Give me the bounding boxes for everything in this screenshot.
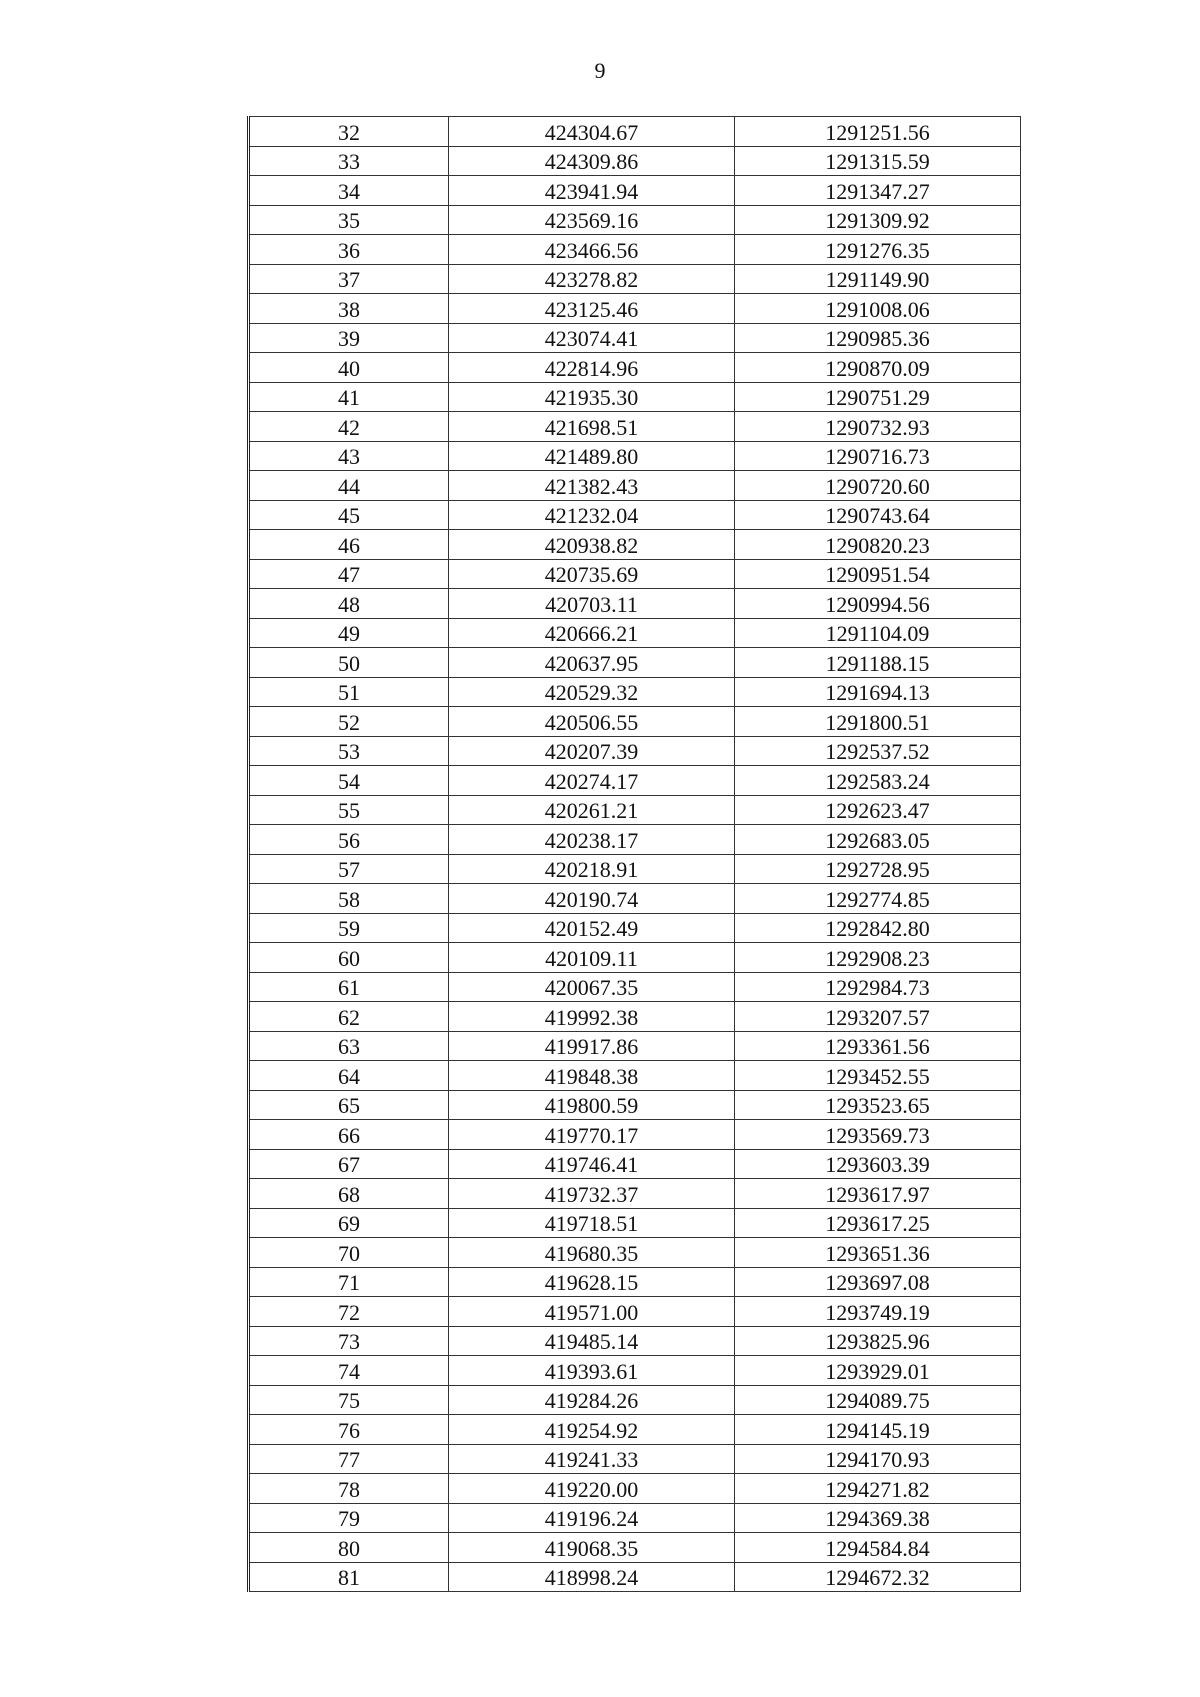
table-row	[249, 1002, 1021, 1032]
x-coordinate-cell: 420238.17	[449, 825, 735, 855]
point-number-cell: 65	[249, 1090, 449, 1120]
y-coordinate-cell: 1293603.39	[735, 1149, 1021, 1179]
y-coordinate-cell: 1292774.85	[735, 884, 1021, 914]
point-number-cell: 73	[249, 1326, 449, 1356]
table-row	[249, 707, 1021, 737]
x-coordinate-cell: 419254.92	[449, 1415, 735, 1445]
x-coordinate-cell: 419284.26	[449, 1385, 735, 1415]
y-coordinate-cell: 1290743.64	[735, 500, 1021, 530]
table-row	[249, 825, 1021, 855]
point-number-cell: 72	[249, 1297, 449, 1327]
table-row	[249, 1179, 1021, 1209]
point-number-cell: 63	[249, 1031, 449, 1061]
point-number-cell: 61	[249, 972, 449, 1002]
x-coordinate-cell: 420067.35	[449, 972, 735, 1002]
point-number-cell: 49	[249, 618, 449, 648]
table-row	[249, 1326, 1021, 1356]
page-number: 9	[594, 58, 606, 83]
x-coordinate-cell: 420637.95	[449, 648, 735, 678]
table-row	[249, 205, 1021, 235]
x-coordinate-cell: 424309.86	[449, 146, 735, 176]
table-row	[249, 146, 1021, 176]
x-coordinate-cell: 420218.91	[449, 854, 735, 884]
y-coordinate-cell: 1294145.19	[735, 1415, 1021, 1445]
table-row	[249, 471, 1021, 501]
y-coordinate-cell: 1291347.27	[735, 176, 1021, 206]
y-coordinate-cell: 1290751.29	[735, 382, 1021, 412]
table-row	[249, 795, 1021, 825]
table-row	[249, 1297, 1021, 1327]
x-coordinate-cell: 419485.14	[449, 1326, 735, 1356]
table-row	[249, 1356, 1021, 1386]
point-number-cell: 32	[249, 117, 449, 147]
x-coordinate-cell: 423278.82	[449, 264, 735, 294]
table-row	[249, 559, 1021, 589]
y-coordinate-cell: 1294170.93	[735, 1444, 1021, 1474]
y-coordinate-cell: 1294672.32	[735, 1562, 1021, 1592]
y-coordinate-cell: 1293569.73	[735, 1120, 1021, 1150]
x-coordinate-cell: 420703.11	[449, 589, 735, 619]
point-number-cell: 66	[249, 1120, 449, 1150]
y-coordinate-cell: 1291694.13	[735, 677, 1021, 707]
x-coordinate-cell: 424304.67	[449, 117, 735, 147]
table-row	[249, 854, 1021, 884]
table-row	[249, 323, 1021, 353]
x-coordinate-cell: 423125.46	[449, 294, 735, 324]
point-number-cell: 35	[249, 205, 449, 235]
y-coordinate-cell: 1290732.93	[735, 412, 1021, 442]
point-number-cell: 57	[249, 854, 449, 884]
y-coordinate-cell: 1290820.23	[735, 530, 1021, 560]
y-coordinate-cell: 1291251.56	[735, 117, 1021, 147]
y-coordinate-cell: 1291315.59	[735, 146, 1021, 176]
point-number-cell: 60	[249, 943, 449, 973]
y-coordinate-cell: 1290994.56	[735, 589, 1021, 619]
point-number-cell: 77	[249, 1444, 449, 1474]
x-coordinate-cell: 423466.56	[449, 235, 735, 265]
point-number-cell: 55	[249, 795, 449, 825]
point-number-cell: 43	[249, 441, 449, 471]
y-coordinate-cell: 1293617.97	[735, 1179, 1021, 1209]
x-coordinate-cell: 420274.17	[449, 766, 735, 796]
x-coordinate-cell: 420207.39	[449, 736, 735, 766]
y-coordinate-cell: 1293361.56	[735, 1031, 1021, 1061]
table-row	[249, 1090, 1021, 1120]
coordinate-table-body	[249, 117, 1021, 1592]
table-row	[249, 1444, 1021, 1474]
point-number-cell: 54	[249, 766, 449, 796]
point-number-cell: 50	[249, 648, 449, 678]
point-number-cell: 76	[249, 1415, 449, 1445]
x-coordinate-cell: 419196.24	[449, 1503, 735, 1533]
y-coordinate-cell: 1292683.05	[735, 825, 1021, 855]
y-coordinate-cell: 1292728.95	[735, 854, 1021, 884]
y-coordinate-cell: 1292908.23	[735, 943, 1021, 973]
x-coordinate-cell: 422814.96	[449, 353, 735, 383]
table-row	[249, 677, 1021, 707]
x-coordinate-cell: 423569.16	[449, 205, 735, 235]
table-row	[249, 530, 1021, 560]
table-row	[249, 618, 1021, 648]
x-coordinate-cell: 421935.30	[449, 382, 735, 412]
point-number-cell: 69	[249, 1208, 449, 1238]
point-number-cell: 39	[249, 323, 449, 353]
y-coordinate-cell: 1290985.36	[735, 323, 1021, 353]
point-number-cell: 38	[249, 294, 449, 324]
table-row	[249, 441, 1021, 471]
table-row	[249, 1238, 1021, 1268]
point-number-cell: 59	[249, 913, 449, 943]
point-number-cell: 34	[249, 176, 449, 206]
x-coordinate-cell: 420506.55	[449, 707, 735, 737]
table-row	[249, 1149, 1021, 1179]
point-number-cell: 40	[249, 353, 449, 383]
y-coordinate-cell: 1291008.06	[735, 294, 1021, 324]
x-coordinate-cell: 419220.00	[449, 1474, 735, 1504]
point-number-cell: 80	[249, 1533, 449, 1563]
y-coordinate-cell: 1290716.73	[735, 441, 1021, 471]
table-row	[249, 943, 1021, 973]
y-coordinate-cell: 1293452.55	[735, 1061, 1021, 1091]
x-coordinate-cell: 423074.41	[449, 323, 735, 353]
table-row	[249, 117, 1021, 147]
x-coordinate-cell: 418998.24	[449, 1562, 735, 1592]
x-coordinate-cell: 419800.59	[449, 1090, 735, 1120]
table-row	[249, 1503, 1021, 1533]
point-number-cell: 44	[249, 471, 449, 501]
x-coordinate-cell: 421382.43	[449, 471, 735, 501]
y-coordinate-cell: 1293929.01	[735, 1356, 1021, 1386]
table-row	[249, 264, 1021, 294]
y-coordinate-cell: 1293825.96	[735, 1326, 1021, 1356]
x-coordinate-cell: 419680.35	[449, 1238, 735, 1268]
y-coordinate-cell: 1290951.54	[735, 559, 1021, 589]
table-row	[249, 766, 1021, 796]
y-coordinate-cell: 1290720.60	[735, 471, 1021, 501]
x-coordinate-cell: 419393.61	[449, 1356, 735, 1386]
point-number-cell: 48	[249, 589, 449, 619]
point-number-cell: 64	[249, 1061, 449, 1091]
x-coordinate-cell: 420666.21	[449, 618, 735, 648]
table-row	[249, 382, 1021, 412]
y-coordinate-cell: 1294271.82	[735, 1474, 1021, 1504]
x-coordinate-cell: 419068.35	[449, 1533, 735, 1563]
y-coordinate-cell: 1291276.35	[735, 235, 1021, 265]
point-number-cell: 33	[249, 146, 449, 176]
x-coordinate-cell: 419992.38	[449, 1002, 735, 1032]
point-number-cell: 81	[249, 1562, 449, 1592]
y-coordinate-cell: 1294369.38	[735, 1503, 1021, 1533]
x-coordinate-cell: 421489.80	[449, 441, 735, 471]
y-coordinate-cell: 1293651.36	[735, 1238, 1021, 1268]
table-row	[249, 1031, 1021, 1061]
x-coordinate-cell: 419628.15	[449, 1267, 735, 1297]
y-coordinate-cell: 1293749.19	[735, 1297, 1021, 1327]
table-row	[249, 294, 1021, 324]
y-coordinate-cell: 1293697.08	[735, 1267, 1021, 1297]
table-row	[249, 1385, 1021, 1415]
y-coordinate-cell: 1291309.92	[735, 205, 1021, 235]
table-row	[249, 884, 1021, 914]
point-number-cell: 75	[249, 1385, 449, 1415]
point-number-cell: 56	[249, 825, 449, 855]
x-coordinate-cell: 419848.38	[449, 1061, 735, 1091]
table-row	[249, 1474, 1021, 1504]
table-row	[249, 353, 1021, 383]
x-coordinate-cell: 419770.17	[449, 1120, 735, 1150]
point-number-cell: 37	[249, 264, 449, 294]
y-coordinate-cell: 1292984.73	[735, 972, 1021, 1002]
point-number-cell: 47	[249, 559, 449, 589]
x-coordinate-cell: 419241.33	[449, 1444, 735, 1474]
point-number-cell: 70	[249, 1238, 449, 1268]
point-number-cell: 67	[249, 1149, 449, 1179]
point-number-cell: 71	[249, 1267, 449, 1297]
table-row	[249, 913, 1021, 943]
point-number-cell: 51	[249, 677, 449, 707]
x-coordinate-cell: 420261.21	[449, 795, 735, 825]
table-row	[249, 412, 1021, 442]
table-row	[249, 1562, 1021, 1592]
y-coordinate-cell: 1292623.47	[735, 795, 1021, 825]
point-number-cell: 78	[249, 1474, 449, 1504]
point-number-cell: 36	[249, 235, 449, 265]
x-coordinate-cell: 420152.49	[449, 913, 735, 943]
y-coordinate-cell: 1291149.90	[735, 264, 1021, 294]
y-coordinate-cell: 1294584.84	[735, 1533, 1021, 1563]
x-coordinate-cell: 420109.11	[449, 943, 735, 973]
x-coordinate-cell: 419571.00	[449, 1297, 735, 1327]
y-coordinate-cell: 1291104.09	[735, 618, 1021, 648]
x-coordinate-cell: 421232.04	[449, 500, 735, 530]
table-row	[249, 500, 1021, 530]
x-coordinate-cell: 420735.69	[449, 559, 735, 589]
point-number-cell: 53	[249, 736, 449, 766]
point-number-cell: 52	[249, 707, 449, 737]
table-row	[249, 1061, 1021, 1091]
x-coordinate-cell: 419746.41	[449, 1149, 735, 1179]
coordinate-table	[247, 116, 1021, 1592]
table-row	[249, 235, 1021, 265]
point-number-cell: 62	[249, 1002, 449, 1032]
table-row	[249, 1208, 1021, 1238]
y-coordinate-cell: 1291188.15	[735, 648, 1021, 678]
x-coordinate-cell: 419917.86	[449, 1031, 735, 1061]
point-number-cell: 42	[249, 412, 449, 442]
y-coordinate-cell: 1292537.52	[735, 736, 1021, 766]
x-coordinate-cell: 419718.51	[449, 1208, 735, 1238]
point-number-cell: 68	[249, 1179, 449, 1209]
x-coordinate-cell: 419732.37	[449, 1179, 735, 1209]
y-coordinate-cell: 1294089.75	[735, 1385, 1021, 1415]
point-number-cell: 79	[249, 1503, 449, 1533]
x-coordinate-cell: 421698.51	[449, 412, 735, 442]
table-row	[249, 1415, 1021, 1445]
point-number-cell: 45	[249, 500, 449, 530]
table-row	[249, 1267, 1021, 1297]
point-number-cell: 74	[249, 1356, 449, 1386]
y-coordinate-cell: 1293523.65	[735, 1090, 1021, 1120]
y-coordinate-cell: 1292842.80	[735, 913, 1021, 943]
point-number-cell: 58	[249, 884, 449, 914]
y-coordinate-cell: 1291800.51	[735, 707, 1021, 737]
table-row	[249, 736, 1021, 766]
x-coordinate-cell: 420938.82	[449, 530, 735, 560]
y-coordinate-cell: 1292583.24	[735, 766, 1021, 796]
x-coordinate-cell: 420529.32	[449, 677, 735, 707]
table-row	[249, 176, 1021, 206]
table-row	[249, 589, 1021, 619]
point-number-cell: 41	[249, 382, 449, 412]
x-coordinate-cell: 420190.74	[449, 884, 735, 914]
y-coordinate-cell: 1293617.25	[735, 1208, 1021, 1238]
table-row	[249, 1533, 1021, 1563]
table-row	[249, 648, 1021, 678]
table-row	[249, 1120, 1021, 1150]
point-number-cell: 46	[249, 530, 449, 560]
x-coordinate-cell: 423941.94	[449, 176, 735, 206]
y-coordinate-cell: 1290870.09	[735, 353, 1021, 383]
table-row	[249, 972, 1021, 1002]
y-coordinate-cell: 1293207.57	[735, 1002, 1021, 1032]
